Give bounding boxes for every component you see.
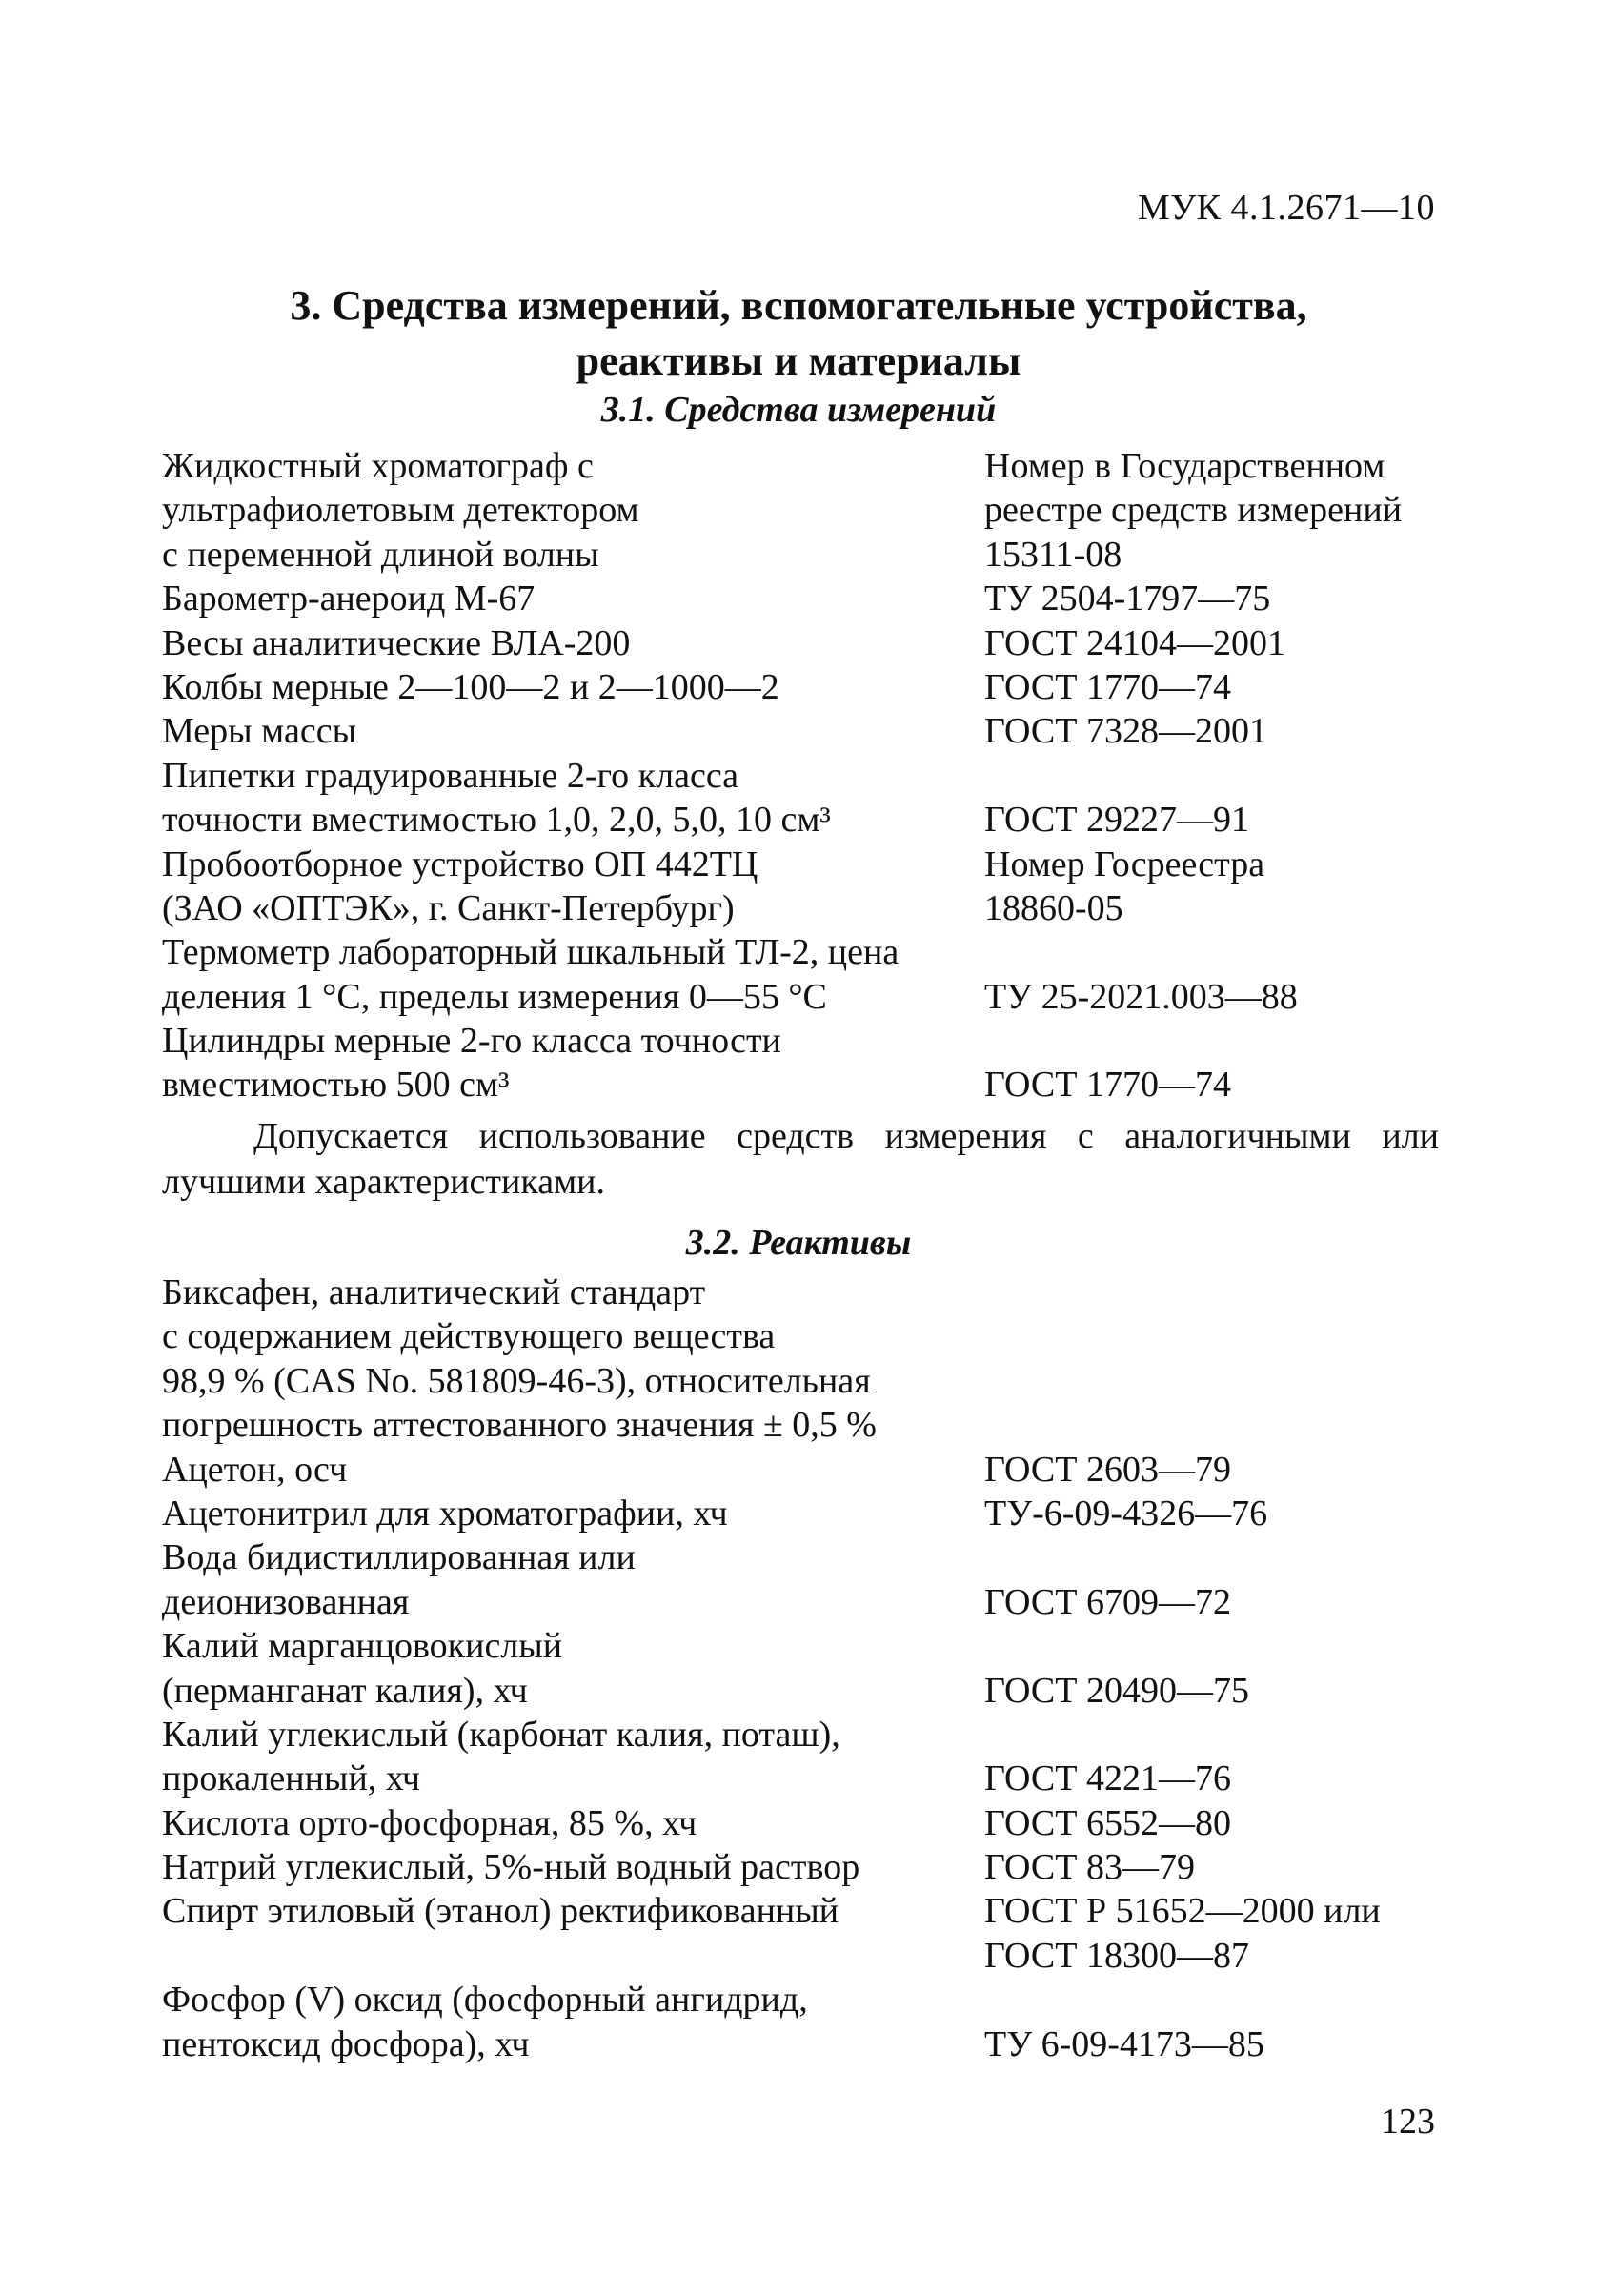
item-name: Колбы мерные 2—100—2 и 2—1000—2 [162, 666, 779, 707]
list-row [162, 709, 1439, 753]
item-name: Калий марганцовокислый [162, 1626, 563, 1667]
section-title-line-2: реактивы и материалы [576, 337, 1021, 384]
item-name: с переменной длиной волны [162, 534, 599, 575]
list-row [162, 886, 1439, 930]
item-standard: реестре средств измерений [984, 490, 1403, 531]
item-name: Жидкостный хроматограф с [162, 446, 594, 486]
list-row [162, 1624, 1439, 1668]
list-row [162, 577, 1439, 620]
item-name: Фосфор (V) оксид (фосфорный ангидрид, [162, 1980, 808, 2021]
item-standard: 15311-08 [984, 534, 1122, 575]
item-name: 98,9 % (CAS No. 581809-46-3), относительная [162, 1360, 871, 1401]
section-title [0, 278, 1597, 389]
list-row [162, 1580, 1439, 1624]
item-name: Барометр-анероид М-67 [162, 579, 536, 620]
list-row [162, 444, 1439, 488]
item-name: (перманганат калия), хч [162, 1670, 528, 1711]
list-row [162, 1978, 1439, 2022]
list-row [162, 1757, 1439, 1800]
measures-note-text: Допускается использование средств измерения с аналогичными или лучшими характеристиками. [162, 1116, 1439, 1202]
list-row [162, 1889, 1439, 1933]
item-standard: ГОСТ 29227—91 [984, 800, 1249, 841]
item-standard: ТУ 6-09-4173—85 [984, 2023, 1264, 2064]
item-standard: ГОСТ Р 51652—2000 или [984, 1891, 1381, 1932]
item-standard: ТУ 2504-1797—75 [984, 579, 1271, 620]
item-name: Цилиндры мерные 2-го класса точности [162, 1021, 781, 1062]
item-name: деионизованная [162, 1581, 410, 1622]
list-row [162, 930, 1439, 974]
list-row [162, 843, 1439, 886]
list-row [162, 1019, 1439, 1063]
item-standard: ГОСТ 24104—2001 [984, 622, 1285, 663]
item-name: точности вместимостью 1,0, 2,0, 5,0, 10 см³ [162, 800, 831, 841]
item-standard: ГОСТ 4221—76 [984, 1758, 1231, 1799]
item-standard: ТУ 25-2021.003—88 [984, 976, 1298, 1017]
list-row [162, 665, 1439, 709]
item-name: (ЗАО «ОПТЭК», г. Санкт-Петербург) [162, 887, 735, 928]
item-name: Пипетки градуированные 2-го класса [162, 755, 739, 796]
item-name: Вода бидистиллированная или [162, 1537, 636, 1578]
item-name: Меры массы [162, 711, 357, 752]
list-row [162, 1270, 1439, 1314]
item-name: вместимостью 500 см³ [162, 1065, 510, 1106]
list-row [162, 1801, 1439, 1845]
list-row [162, 488, 1439, 532]
item-name: ультрафиолетовым детектором [162, 490, 639, 531]
item-name: Пробоотборное устройство ОП 442ТЦ [162, 843, 758, 884]
item-standard: ГОСТ 1770—74 [984, 1065, 1231, 1106]
measures-list [162, 444, 1439, 1107]
item-name: прокаленный, хч [162, 1758, 421, 1799]
list-row [162, 1713, 1439, 1757]
list-row [162, 1314, 1439, 1358]
item-standard: 18860-05 [984, 887, 1123, 928]
list-row [162, 798, 1439, 842]
list-row [162, 1934, 1439, 1978]
item-name: погрешность аттестованного значения ± 0,5 % [162, 1405, 877, 1446]
list-row [162, 1403, 1439, 1447]
list-row [162, 1669, 1439, 1713]
item-name: деления 1 °С, пределы измерения 0—55 °С [162, 976, 827, 1017]
item-standard: ГОСТ 1770—74 [984, 666, 1231, 707]
item-standard: ГОСТ 83—79 [984, 1847, 1195, 1888]
item-name: Весы аналитические ВЛА-200 [162, 622, 631, 663]
item-name: Термометр лабораторный шкальный ТЛ-2, цена [162, 932, 900, 973]
list-row [162, 621, 1439, 665]
item-standard: Номер Госреестра [984, 843, 1265, 884]
page-number: 123 [1381, 2102, 1435, 2142]
item-standard: ТУ-6-09-4326—76 [984, 1493, 1268, 1534]
list-row [162, 1063, 1439, 1107]
item-name: пентоксид фосфора), хч [162, 2023, 530, 2064]
item-name: Натрий углекислый, 5%-ный водный раствор [162, 1847, 860, 1888]
item-name: Биксафен, аналитический стандарт [162, 1272, 706, 1312]
item-name: с содержанием действующего вещества [162, 1316, 776, 1357]
item-name: Кислота орто-фосфорная, 85 %, хч [162, 1802, 697, 1843]
list-row [162, 1535, 1439, 1579]
measures-subsection-title: 3.1. Средства измерений [600, 390, 997, 430]
list-row [162, 1845, 1439, 1889]
list-row [162, 754, 1439, 798]
reagents-list [162, 1270, 1439, 2066]
item-standard: ГОСТ 2603—79 [984, 1449, 1231, 1490]
item-standard: ГОСТ 7328—2001 [984, 711, 1267, 752]
section-title-line-1: 3. Средства измерений, вспомогательные устройства, [290, 282, 1307, 329]
list-row [162, 1448, 1439, 1492]
item-standard: ГОСТ 6552—80 [984, 1802, 1231, 1843]
list-row [162, 533, 1439, 577]
item-standard: ГОСТ 6709—72 [984, 1581, 1231, 1622]
document-code: МУК 4.1.2671—10 [1137, 188, 1435, 228]
item-standard: ГОСТ 20490—75 [984, 1670, 1249, 1711]
measures-note [162, 1113, 1439, 1205]
item-name: Калий углекислый (карбонат калия, поташ), [162, 1714, 840, 1755]
item-name: Ацетон, осч [162, 1449, 348, 1490]
item-standard: Номер в Государственном [984, 446, 1385, 486]
list-row [162, 1359, 1439, 1403]
item-name: Ацетонитрил для хроматографии, хч [162, 1493, 728, 1534]
reagents-subsection-title: 3.2. Реактивы [685, 1223, 912, 1263]
list-row [162, 2022, 1439, 2066]
item-standard: ГОСТ 18300—87 [984, 1935, 1249, 1976]
item-name: Спирт этиловый (этанол) ректификованный [162, 1891, 839, 1932]
list-row [162, 1492, 1439, 1535]
list-row [162, 975, 1439, 1019]
